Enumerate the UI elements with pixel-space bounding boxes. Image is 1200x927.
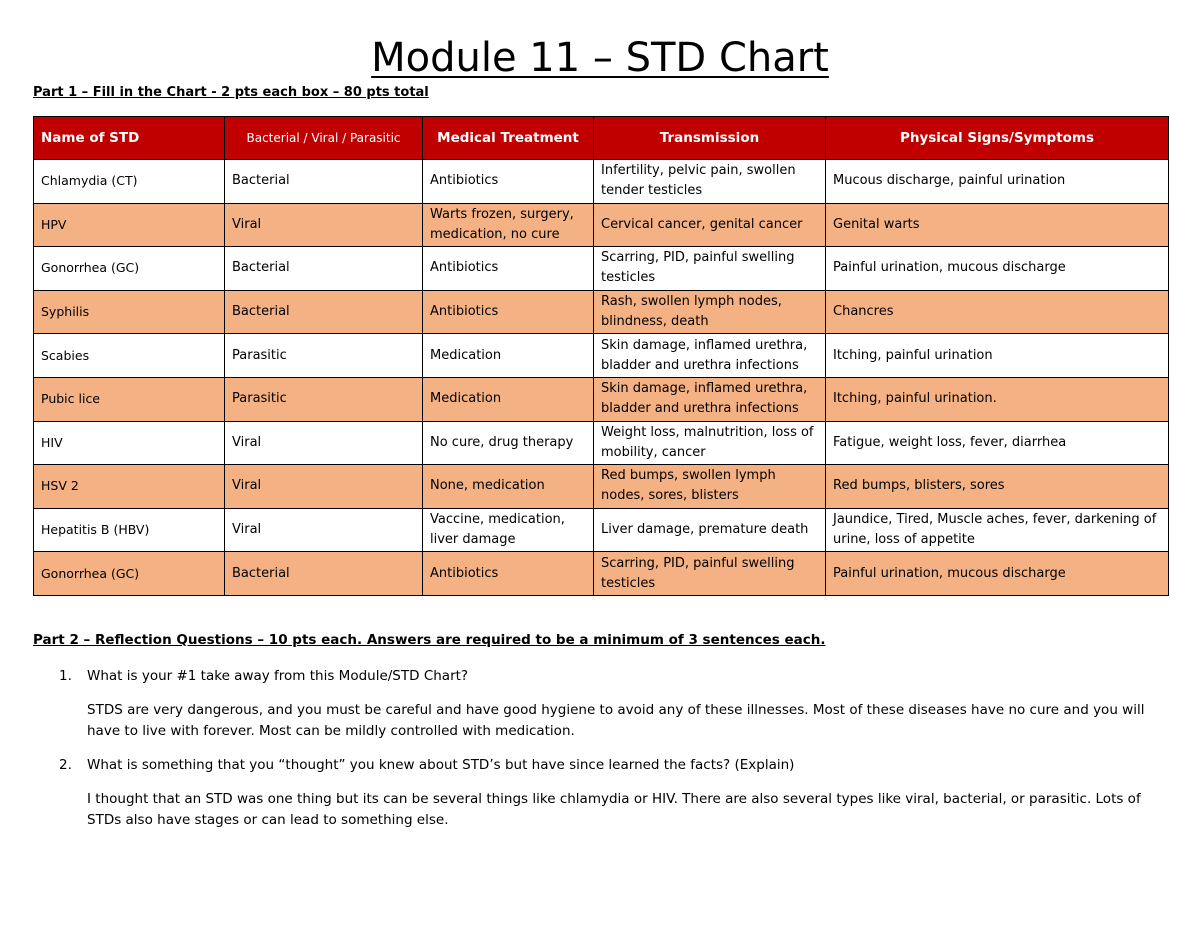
std-symptoms-cell: Painful urination, mucous discharge bbox=[826, 552, 1169, 596]
std-transmission-cell: Scarring, PID, painful swelling testicles bbox=[594, 552, 826, 596]
part1-heading: Part 1 – Fill in the Chart - 2 pts each box – 80 pts total bbox=[33, 85, 429, 100]
std-transmission-cell: Cervical cancer, genital cancer bbox=[594, 203, 826, 247]
question-item bbox=[33, 755, 1168, 831]
question-text: What is your #1 take away from this Module/STD Chart? bbox=[87, 668, 469, 684]
std-name-cell: HIV bbox=[34, 421, 225, 465]
std-transmission-cell: Skin damage, inflamed urethra, bladder and urethra infections bbox=[594, 377, 826, 421]
std-name-cell: Syphilis bbox=[34, 290, 225, 334]
std-type-cell: Parasitic bbox=[225, 377, 423, 421]
std-treatment-cell: Antibiotics bbox=[423, 552, 594, 596]
std-treatment-cell: Medication bbox=[423, 334, 594, 378]
std-symptoms-cell: Chancres bbox=[826, 290, 1169, 334]
question-item bbox=[33, 666, 1168, 742]
std-transmission-cell: Weight loss, malnutrition, loss of mobility, cancer bbox=[594, 421, 826, 465]
table-row bbox=[34, 160, 1169, 204]
std-type-cell: Parasitic bbox=[225, 334, 423, 378]
table-row bbox=[34, 465, 1169, 509]
std-treatment-cell: None, medication bbox=[423, 465, 594, 509]
table-row bbox=[34, 508, 1169, 552]
std-symptoms-cell: Genital warts bbox=[826, 203, 1169, 247]
answer-text: STDS are very dangerous, and you must be careful and have good hygiene to avoid any of these illnesses. Most of these diseases have no cure and you will have to live with forever. Most can be mildly controlled with medication. bbox=[87, 702, 1145, 739]
std-type-cell: Viral bbox=[225, 203, 423, 247]
std-symptoms-cell: Fatigue, weight loss, fever, diarrhea bbox=[826, 421, 1169, 465]
reflection-questions bbox=[33, 666, 1168, 844]
std-transmission-cell: Liver damage, premature death bbox=[594, 508, 826, 552]
answer-text: I thought that an STD was one thing but its can be several things like chlamydia or HIV. There are also several types like viral, bacterial, or parasitic. Lots of STDs also have stages or can lead to something else. bbox=[87, 791, 1141, 828]
std-treatment-cell: Antibiotics bbox=[423, 160, 594, 204]
table-row bbox=[34, 290, 1169, 334]
std-treatment-cell: No cure, drug therapy bbox=[423, 421, 594, 465]
std-transmission-cell: Skin damage, inflamed urethra, bladder and urethra infections bbox=[594, 334, 826, 378]
table-row bbox=[34, 247, 1169, 291]
std-name-cell: Pubic lice bbox=[34, 377, 225, 421]
part2-heading: Part 2 – Reflection Questions – 10 pts each. Answers are required to be a minimum of 3 sentences each. bbox=[33, 632, 826, 648]
std-symptoms-cell: Mucous discharge, painful urination bbox=[826, 160, 1169, 204]
std-name-cell: Hepatitis B (HBV) bbox=[34, 508, 225, 552]
header-physical-signs: Physical Signs/Symptoms bbox=[826, 117, 1169, 160]
std-symptoms-cell: Itching, painful urination. bbox=[826, 377, 1169, 421]
page-title: Module 11 – STD Chart bbox=[371, 35, 829, 81]
std-treatment-cell: Antibiotics bbox=[423, 247, 594, 291]
std-type-cell: Viral bbox=[225, 421, 423, 465]
table-header-row bbox=[34, 117, 1169, 160]
std-treatment-cell: Antibiotics bbox=[423, 290, 594, 334]
question-number: 2. bbox=[59, 757, 72, 773]
header-medical-treatment: Medical Treatment bbox=[423, 117, 594, 160]
std-symptoms-cell: Painful urination, mucous discharge bbox=[826, 247, 1169, 291]
std-name-cell: Scabies bbox=[34, 334, 225, 378]
std-type-cell: Bacterial bbox=[225, 160, 423, 204]
std-name-cell: Chlamydia (CT) bbox=[34, 160, 225, 204]
std-treatment-cell: Medication bbox=[423, 377, 594, 421]
std-name-cell: HPV bbox=[34, 203, 225, 247]
question-number: 1. bbox=[59, 668, 72, 684]
std-type-cell: Bacterial bbox=[225, 290, 423, 334]
std-name-cell: Gonorrhea (GC) bbox=[34, 552, 225, 596]
std-transmission-cell: Scarring, PID, painful swelling testicles bbox=[594, 247, 826, 291]
std-type-cell: Bacterial bbox=[225, 247, 423, 291]
table-row bbox=[34, 421, 1169, 465]
std-chart-table bbox=[33, 116, 1169, 596]
table-row bbox=[34, 334, 1169, 378]
std-name-cell: Gonorrhea (GC) bbox=[34, 247, 225, 291]
table-row bbox=[34, 377, 1169, 421]
std-type-cell: Viral bbox=[225, 465, 423, 509]
header-type: Bacterial / Viral / Parasitic bbox=[225, 117, 423, 160]
table-row bbox=[34, 203, 1169, 247]
std-transmission-cell: Infertility, pelvic pain, swollen tender testicles bbox=[594, 160, 826, 204]
std-treatment-cell: Warts frozen, surgery, medication, no cure bbox=[423, 203, 594, 247]
std-name-cell: HSV 2 bbox=[34, 465, 225, 509]
table-row bbox=[34, 552, 1169, 596]
question-text: What is something that you “thought” you knew about STD’s but have since learned the facts? (Explain) bbox=[87, 757, 795, 773]
header-transmission: Transmission bbox=[594, 117, 826, 160]
std-symptoms-cell: Jaundice, Tired, Muscle aches, fever, darkening of urine, loss of appetite bbox=[826, 508, 1169, 552]
std-type-cell: Bacterial bbox=[225, 552, 423, 596]
std-symptoms-cell: Itching, painful urination bbox=[826, 334, 1169, 378]
std-treatment-cell: Vaccine, medication, liver damage bbox=[423, 508, 594, 552]
std-symptoms-cell: Red bumps, blisters, sores bbox=[826, 465, 1169, 509]
std-type-cell: Viral bbox=[225, 508, 423, 552]
std-transmission-cell: Rash, swollen lymph nodes, blindness, death bbox=[594, 290, 826, 334]
std-transmission-cell: Red bumps, swollen lymph nodes, sores, blisters bbox=[594, 465, 826, 509]
header-name-of-std: Name of STD bbox=[34, 117, 225, 160]
